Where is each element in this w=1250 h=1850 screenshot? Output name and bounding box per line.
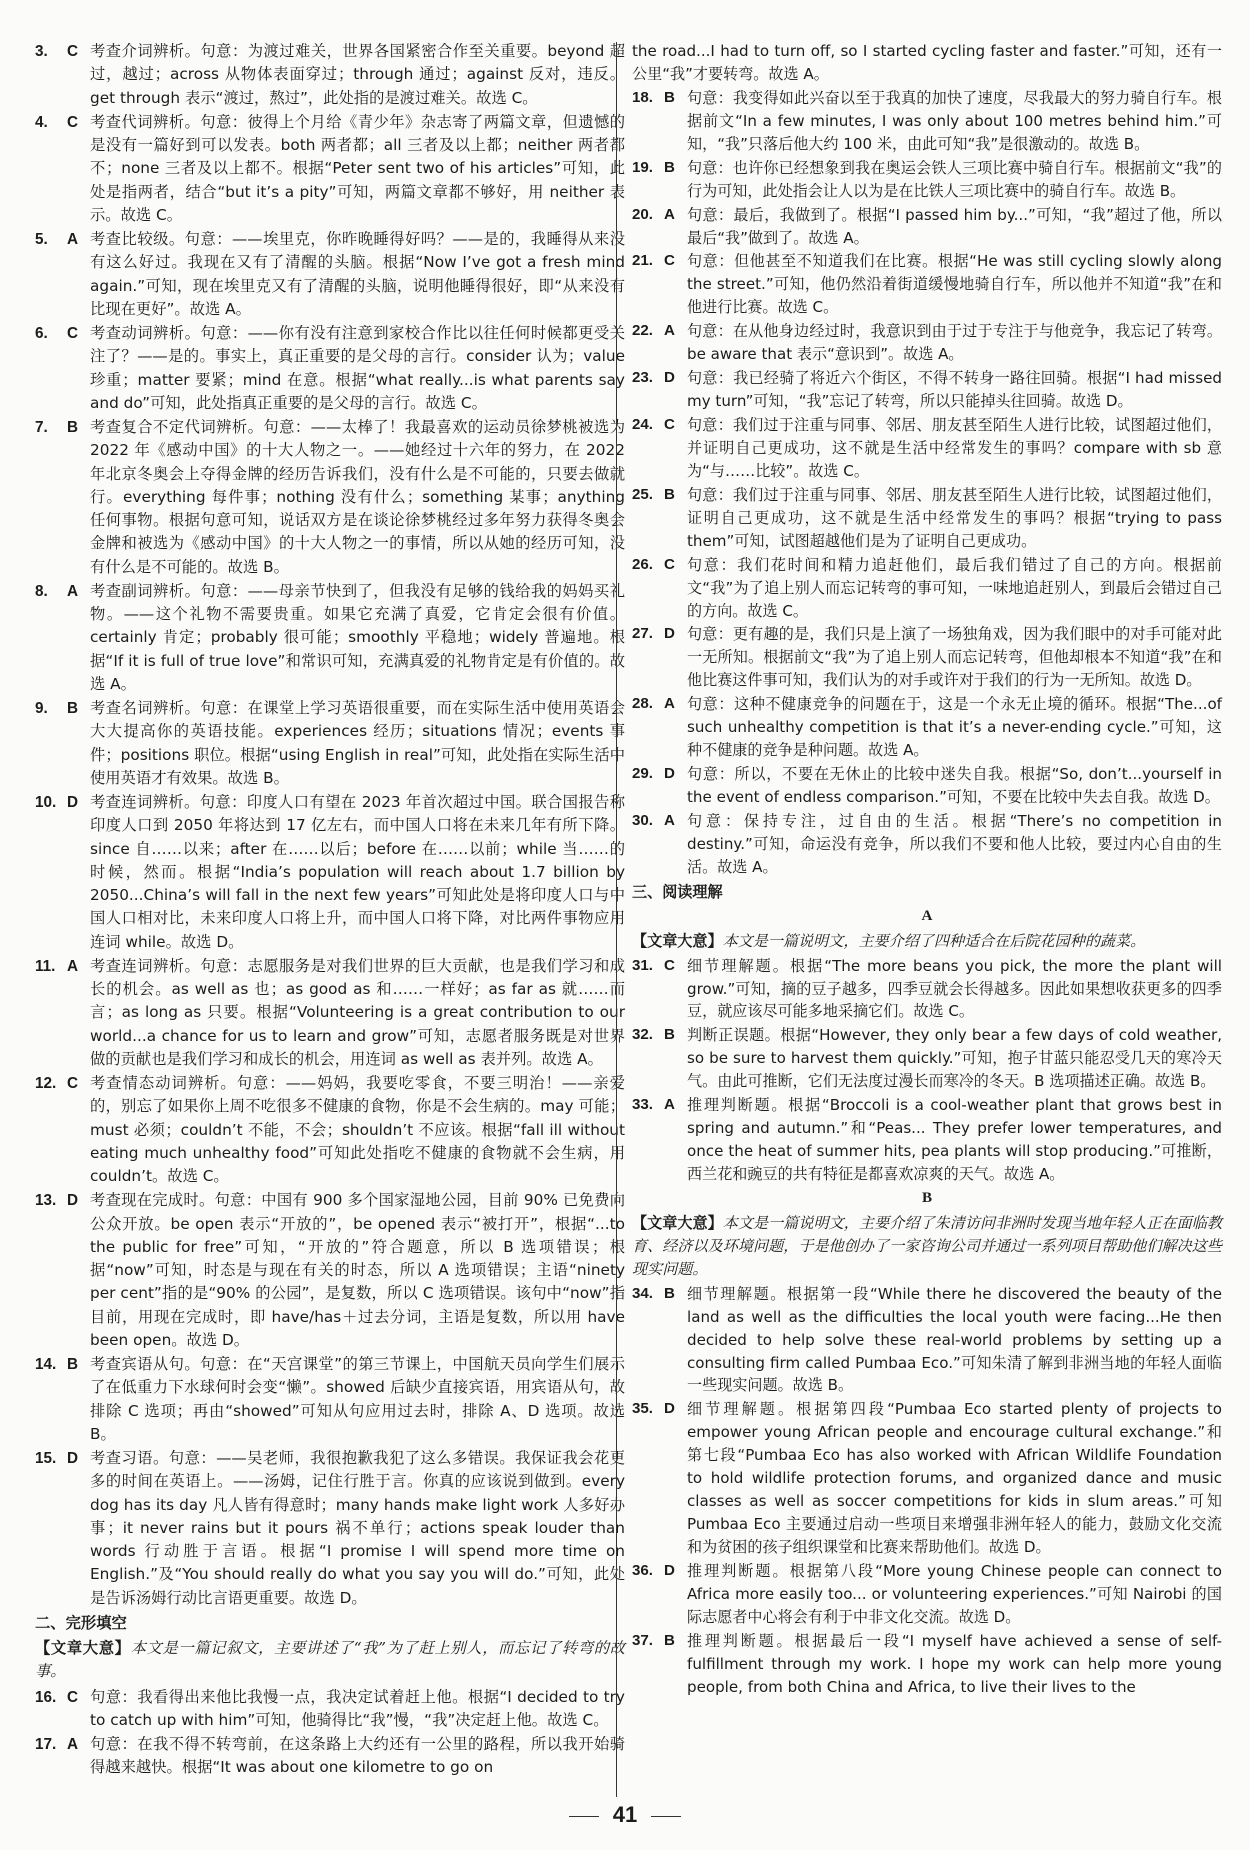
explanation-text: 细节理解题。根据第四段“Pumbaa Eco started plenty of projects to empower young African people and encourage cultural exchange.”和第七段“Pumbaa Eco has also worked with African Wildlife Foundation to hold wildlife protection forums, and organized dance and music classes as well as soccer competitions for kids in slum areas.”可知 Pumbaa Eco 主要通过启动一些项目来增强非洲年轻人的能力，鼓励文化交流和为贫困的孩子组织课堂和比赛来帮助他们。故选 D。 <box>687 1400 1222 1556</box>
explanation-text: 句意：这种不健康竞争的问题在于，这是一个永无止境的循环。根据“The...of such unhealthy competition is that it’s a never-ending cycle.”可知，这种不健康的竞争是种问题。故选 A。 <box>687 695 1222 760</box>
page-number <box>0 1802 1250 1828</box>
answer-item <box>35 416 625 579</box>
question-number-answer <box>35 1072 91 1095</box>
answer-item <box>632 1560 1222 1629</box>
summary-text: 本文是一篇说明文，主要介绍了朱清访问非洲时发现当地年轻人正在面临教育、经济以及环境问题，于是他创办了一家咨询公司并通过一系列项目帮助他们解决这些现实问题。 <box>632 1213 1222 1278</box>
explanation-text: 句意：我们过于注重与同事、邻居、朋友甚至陌生人进行比较，试图超过他们，证明自己更成功，这不就是生活中经常发生的事吗？根据“trying to pass them”可知，试图超越他们是为了证明自己更成功。 <box>687 485 1222 550</box>
answer-item <box>632 1398 1222 1559</box>
question-number: 13. <box>35 1192 57 1210</box>
explanation-text: 考查复合不定代词辨析。句意：——太棒了！我最喜欢的运动员徐梦桃被选为 2022 年《感动中国》的十大人物之一。——她经过十六年的努力，在 2022 年北京冬奥会上夺得金牌的经历告诉我们，没有什么是不可能的，只要去做就行。everything 每件事；nothing 没有什么；something 某事；anything 任何事物。根据句意可知，说话双方是在谈论徐梦桃经过多年努力获得冬奥会金牌和被选为《感动中国》的十大人物之一的事情，所以从她的经历可知，没有什么是不可能的。故选 B。 <box>90 418 625 576</box>
question-number: 26. <box>632 555 653 573</box>
answer-letter: C <box>67 43 79 60</box>
question-number: 7. <box>35 419 48 436</box>
answer-letter: D <box>67 1450 79 1467</box>
answer-letter: D <box>67 794 79 811</box>
answer-letter: D <box>664 1400 675 1418</box>
answer-item <box>632 693 1222 762</box>
question-number: 5. <box>35 231 48 248</box>
answer-item <box>35 955 625 1071</box>
question-number-answer <box>632 484 688 507</box>
answer-item <box>35 1686 625 1733</box>
explanation-text: 考查比较级。句意：——埃里克，你昨晚睡得好吗？——是的，我睡得从来没有这么好过。我现在又有了清醒的头脑。根据“Now I’ve got a fresh mind again.”可知，现在埃里克又有了清醒的头脑，说明他睡得很好，即“从来没有比现在更好”。故选 A。 <box>90 230 625 318</box>
question-number: 29. <box>632 765 653 783</box>
answer-item <box>632 623 1222 692</box>
explanation-text: 句意：但他甚至不知道我们在比赛。根据“He was still cycling slowly along the street.”可知，他仍然沿着街道缓慢地骑自行车，所以他并不知道“我”在和他进行比赛。故选 C。 <box>687 252 1222 317</box>
answer-letter: B <box>664 1026 675 1044</box>
cloze-answer-list-left <box>35 1686 625 1780</box>
question-number: 3. <box>35 43 48 60</box>
question-number: 24. <box>632 416 653 433</box>
answer-letter: B <box>664 1631 675 1649</box>
answer-item <box>35 580 625 696</box>
answer-item <box>632 955 1222 1024</box>
question-number: 36. <box>632 1561 653 1579</box>
answer-letter: A <box>664 811 675 829</box>
question-number: 18. <box>632 88 653 106</box>
answer-letter: A <box>664 205 675 223</box>
question-number-answer <box>35 1447 91 1470</box>
answer-letter: A <box>67 582 79 600</box>
explanation-text: 句意：更有趣的是，我们只是上演了一场独角戏，因为我们眼中的对手可能对此一无所知。根据前文“我”为了追上别人而忘记转弯，但他却根本不知道“我”在和他比赛这件事可知，我们认为的对手或许对于我们的行为一无所知。故选 D。 <box>687 625 1222 690</box>
answer-letter: A <box>67 957 79 975</box>
answer-item <box>632 1024 1222 1093</box>
answer-item <box>632 320 1222 366</box>
answer-item <box>632 554 1222 623</box>
answer-item <box>632 1283 1222 1398</box>
answer-letter: B <box>67 700 79 717</box>
passage-b-summary <box>632 1212 1222 1281</box>
question-number-answer <box>35 1353 91 1376</box>
explanation-text: 句意：最后，我做到了。根据“I passed him by...”可知，“我”超过了他，所以最后“我”做到了。故选 A。 <box>687 205 1222 247</box>
explanation-text: 句意：我们花时间和精力追赶他们，最后我们错过了自己的方向。根据前文“我”为了追上别人而忘记转弯的事可知，一味地追赶别人，到最后会错过自己的方向。故选 C。 <box>687 555 1222 620</box>
answer-letter: C <box>67 325 79 342</box>
question-number-answer <box>35 791 91 814</box>
answer-letter: B <box>664 1284 675 1302</box>
question-number-answer <box>35 697 91 720</box>
answer-letter: C <box>67 113 79 131</box>
answer-letter: C <box>67 1688 79 1706</box>
question-number-answer <box>35 322 91 345</box>
question-number: 21. <box>632 252 653 270</box>
question-number: 9. <box>35 700 48 717</box>
answer-letter: A <box>67 1736 79 1753</box>
question-number: 34. <box>632 1284 653 1302</box>
right-column <box>632 40 1222 1700</box>
question-number-answer <box>632 1560 688 1583</box>
grammar-answer-list <box>35 40 625 1610</box>
answer-item <box>632 1094 1222 1186</box>
answer-item <box>35 1447 625 1610</box>
explanation-text: 推理判断题。根据最后一段“I myself have achieved a sense of self-fulfillment through my work. I hope my work can help more young people, from both China and Africa, to live their lives to the <box>687 1631 1222 1696</box>
explanation-text: 判断正误题。根据“However, they only bear a few days of cold weather, so be sure to harvest them quickly.”可知，抱子甘蓝只能忍受几天的寒冷天气。由此可推断，它们无法度过漫长而寒冷的冬天。B 选项描述正确。故选 B。 <box>687 1026 1222 1091</box>
page-number-dash-left <box>569 1816 599 1817</box>
explanation-text: 句意：我们过于注重与同事、邻居、朋友甚至陌生人进行比较，试图超过他们，并证明自己更成功，这不就是生活中经常发生的事吗？compare with sb 意为“与……比较”。故选 C。 <box>687 416 1222 480</box>
question-number: 31. <box>632 956 653 974</box>
explanation-text: 考查情态动词辨析。句意：——妈妈，我要吃零食，不要三明治！——亲爱的，别忘了如果你上周不吃很多不健康的食物，你是不会生病的。may 可能；must 必须；couldn’t 不能，不会；shouldn’t 不应该。根据“fall ill without eating much unhealthy food”可知此处指吃不健康的食物就不会生病，用 couldn’t。故选 C。 <box>90 1074 625 1185</box>
answer-item <box>632 250 1222 319</box>
question-number-answer <box>632 1094 688 1117</box>
question-number: 27. <box>632 625 653 643</box>
section-three-title: 三、阅读理解 <box>632 882 723 901</box>
explanation-text: 考查名词辨析。句意：在课堂上学习英语很重要，而在实际生活中使用英语会大大提高你的英语技能。experiences 经历；situations 情况；events 事件；positions 职位。根据“using English in real”可知，此处指在实际生活中使用英语才有效果。故选 B。 <box>90 699 625 787</box>
question-number: 37. <box>632 1631 653 1649</box>
answer-letter: A <box>664 1096 675 1114</box>
question-number-answer <box>35 1686 91 1709</box>
question-number-answer <box>35 580 91 603</box>
answer-item <box>632 87 1222 156</box>
question-number: 14. <box>35 1356 57 1373</box>
summary-tag: 【文章大意】 <box>35 1639 131 1657</box>
section-two-summary <box>35 1637 625 1684</box>
answer-letter: A <box>664 322 675 340</box>
explanation-text: 推理判断题。根据第八段“More young Chinese people can connect to Africa more easily too... or volunteering experiences.”可知 Nairobi 的国际志愿者中心将会有利于中非文化交流。故选 D。 <box>687 1561 1222 1626</box>
question-number: 19. <box>632 158 653 176</box>
question-number: 10. <box>35 794 57 811</box>
question-number: 35. <box>632 1400 653 1418</box>
question-number-answer <box>632 414 688 437</box>
question-number: 33. <box>632 1096 653 1114</box>
question-number: 8. <box>35 582 48 600</box>
cloze-answer-list-right <box>632 87 1222 879</box>
question-number: 11. <box>35 957 56 975</box>
explanation-text: 考查代词辨析。句意：彼得上个月给《青少年》杂志寄了两篇文章，但遗憾的是没有一篇好到可以发表。both 两者都；all 三者及以上都；neither 两者都不；none 三者及以上都不。根据“Peter sent two of his articles”可知，此处是指两者，结合“but it’s a pity”可知，两篇文章都不够好，用 neither 表示。故选 C。 <box>90 112 625 224</box>
answer-item <box>632 484 1222 553</box>
question-number: 22. <box>632 322 653 340</box>
answer-letter: A <box>664 695 675 713</box>
answer-item <box>35 228 625 321</box>
question-number-answer <box>632 250 688 273</box>
question-number-answer <box>632 157 688 180</box>
question-number-answer <box>632 693 688 716</box>
question-number: 6. <box>35 325 48 342</box>
answer-letter: D <box>664 765 675 783</box>
answer-item <box>35 111 625 227</box>
answer-letter: B <box>67 419 79 436</box>
question-number: 17. <box>35 1736 57 1753</box>
question-number-answer <box>632 810 688 833</box>
answer-item <box>35 791 625 954</box>
question-number-answer <box>632 763 688 786</box>
question-number-answer <box>35 955 91 978</box>
explanation-text: 细节理解题。根据第一段“While there he discovered the beauty of the land as well as the difficulties the local youth were facing...He then decided to help solve these real-world problems by setting up a consulting firm called Pumbaa Eco.”可知朱清了解到非洲当地的年轻人面临一些现实问题。故选 B。 <box>687 1284 1222 1395</box>
answer-letter: B <box>664 88 675 106</box>
explanation-text: 考查连词辨析。句意：志愿服务是对我们世界的巨大贡献，也是我们学习和成长的机会。as well as 也；as good as 和……一样好；as far as 就……而言；as long as 只要。根据“Volunteering is a great contribution to our world...a chance for us to learn and grow”可知，志愿者服务既是对世界做的贡献也是我们学习和成长的机会，用连词 as well as 表并列。故选 A。 <box>90 956 625 1068</box>
explanation-text: 考查现在完成时。句意：中国有 900 多个国家湿地公园，目前 90% 已免费向公众开放。be open 表示“开放的”，be opened 表示“被打开”，根据“...to the public for free”可知，“开放的”符合题意，所以 B 选项错误；根据“now”可知，时态是与现在有关的时态，所以 A 选项错误；主语“ninety per cent”指的是“90% 的公园”，是复数，所以 C 选项错误。该句中“now”指目前，用现在完成时，即 have/has＋过去分词，主语是复数，所以用 have been open。故选 D。 <box>90 1191 625 1349</box>
answer-item <box>632 763 1222 809</box>
question-number: 16. <box>35 1688 57 1706</box>
answer-letter: B <box>664 485 675 503</box>
question-number: 12. <box>35 1075 57 1092</box>
answer-item <box>35 697 625 790</box>
question-number: 20. <box>632 205 653 223</box>
question-number-answer <box>632 320 688 343</box>
question-number-answer <box>632 1283 688 1306</box>
explanation-text: 句意：在从他身边经过时，我意识到由于过于专注于与他竞争，我忘记了转弯。be aware that 表示“意识到”。故选 A。 <box>687 322 1222 364</box>
summary-text: 本文是一篇记叙文，主要讲述了“我”为了赶上别人，而忘记了转弯的故事。 <box>35 1639 625 1681</box>
explanation-text: 推理判断题。根据“Broccoli is a cool-weather plant that grows best in spring and autumn.”和“Peas... They prefer lower temperatures, and once the heat of summer hits, pea plants will stop producing.”可推断，西兰花和豌豆的共有特征是都喜欢凉爽的天气。故选 A。 <box>687 1096 1222 1183</box>
answer-item <box>35 40 625 110</box>
question-number-answer <box>35 1733 91 1756</box>
answer-letter: D <box>664 625 675 643</box>
answer-letter: A <box>67 231 79 248</box>
answer-item <box>632 414 1222 483</box>
explanation-text: 细节理解题。根据“The more beans you pick, the more the plant will grow.”可知，摘的豆子越多，四季豆就会长得越多。因此如果想收获更多的四季豆，就应该尽可能多地采摘它们。故选 C。 <box>687 956 1222 1021</box>
answer-item <box>35 322 625 415</box>
question-number: 28. <box>632 695 653 713</box>
question-number: 30. <box>632 811 653 829</box>
answer-letter: C <box>664 555 675 573</box>
passage-a-label: A <box>921 907 933 924</box>
question-number-answer <box>632 367 688 390</box>
continued-text: the road...I had to turn off, so I started cycling faster and faster.”可知，还有一公里“我”才要转弯。故选 A。 <box>632 42 1222 83</box>
summary-text: 本文是一篇说明文，主要介绍了四种适合在后院花园种的蔬菜。 <box>722 931 1146 950</box>
explanation-text: 句意：保持专注，过自由的生活。根据“There’s no competition in destiny.”可知，命运没有竞争，所以我们不要和他人比较，要过内心自由的生活。故选 A。 <box>687 811 1222 876</box>
explanation-text: 考查介词辨析。句意：为渡过难关，世界各国紧密合作至关重要。beyond 超过，越过；across 从物体表面穿过；through 通过；against 反对，违反。get through 表示“渡过，熬过”，此处指的是渡过难关。故选 C。 <box>90 42 625 107</box>
column-divider <box>616 42 617 1797</box>
page-number-dash-right <box>651 1816 681 1817</box>
left-column <box>35 40 625 1781</box>
answer-item <box>632 810 1222 879</box>
question-number-answer <box>35 416 91 439</box>
answer-letter: B <box>664 158 675 176</box>
explanation-text: 句意：所以，不要在无休止的比较中迷失自我。根据“So, don’t...yourself in the event of endless comparison.”可知，不要在比较中失去自我。故选 D。 <box>687 765 1222 806</box>
question-number: 15. <box>35 1450 57 1467</box>
question-number-answer <box>35 40 91 63</box>
answer-letter: D <box>67 1192 79 1210</box>
question-number-answer <box>632 87 688 110</box>
question-number: 23. <box>632 369 653 387</box>
passage-a-summary <box>632 930 1222 953</box>
question-number-answer <box>35 228 91 251</box>
explanation-text: 考查习语。句意：——吴老师，我很抱歉我犯了这么多错误。我保证我会花更多的时间在英语上。——汤姆，记住行胜于言。你真的应该说到做到。every dog has its day 凡人皆有得意时；many hands make light work 人多好办事；it never rains but it pours 祸不单行；actions speak louder than words 行动胜于言语。根据“I promise I will spend more time on English.”及“You should really do what you say you will do.”可知，此处是告诉汤姆行动比言语更重要。故选 D。 <box>90 1449 625 1607</box>
answer-item <box>35 1733 625 1780</box>
answer-item <box>632 204 1222 250</box>
explanation-text: 考查连词辨析。句意：印度人口有望在 2023 年首次超过中国。联合国报告称印度人口到 2050 年将达到 17 亿左右，而中国人口将在未来几年有所下降。since 自……以来；after 在……以后；before 在……以前；while 当……的时候，然而。根据“India’s population will reach about 1.7 billion by 2050...China’s will fall in the next few years”可知此处是将印度人口与中国人口相对比，未来印度人口将上升，而中国人口将下降，对比两件事物应用连词 while。故选 D。 <box>90 793 625 951</box>
answer-letter: C <box>664 252 675 270</box>
question-number: 25. <box>632 485 653 503</box>
summary-tag: 【文章大意】 <box>632 931 723 950</box>
explanation-text: 句意：也许你已经想象到我在奥运会铁人三项比赛中骑自行车。根据前文“我”的行为可知，此处指会让人以为是在比铁人三项比赛中的骑自行车。故选 B。 <box>687 158 1222 200</box>
question-number: 32. <box>632 1026 653 1044</box>
answer-letter: D <box>664 369 675 387</box>
explanation-text: 句意：我变得如此兴奋以至于我真的加快了速度，尽我最大的努力骑自行车。根据前文“In a few minutes, I was only about 100 metres behind him.”可知，“我”只落后他大约 100 米，由此可知“我”是很激动的。故选 B。 <box>687 88 1222 153</box>
page-number-value: 41 <box>612 1802 638 1827</box>
passage-b-label: B <box>921 1189 933 1206</box>
answer-letter: C <box>67 1075 79 1092</box>
question-number-answer <box>632 955 688 978</box>
question-number: 4. <box>35 113 48 131</box>
passage-a-answer-list <box>632 955 1222 1186</box>
question-number-answer <box>35 1189 91 1212</box>
summary-tag: 【文章大意】 <box>632 1213 723 1232</box>
section-two-title: 二、完形填空 <box>35 1613 127 1632</box>
answer-letter: C <box>664 956 675 974</box>
answer-item <box>632 1630 1222 1699</box>
question-number-answer <box>632 204 688 227</box>
answer-letter: D <box>664 1561 675 1579</box>
question-number-answer <box>632 623 688 646</box>
answer-item <box>35 1189 625 1352</box>
question-number-answer <box>632 1630 688 1653</box>
explanation-text: 句意：我已经骑了将近六个街区，不得不转身一路往回骑。根据“I had missed my turn”可知，“我”忘记了转弯，所以只能掉头往回骑。故选 D。 <box>687 369 1222 411</box>
answer-letter: C <box>664 416 675 433</box>
question-number-answer <box>632 554 688 577</box>
answer-letter: B <box>67 1356 79 1373</box>
answer-item <box>632 367 1222 413</box>
answer-item <box>35 1072 625 1188</box>
explanation-text: 句意：我看得出来他比我慢一点，我决定试着赶上他。根据“I decided to try to catch up with him”可知，他骑得比“我”慢，“我”决定赶上他。故选 C。 <box>90 1687 625 1729</box>
question-number-answer <box>632 1024 688 1047</box>
explanation-text: 考查动词辨析。句意：——你有没有注意到家校合作比以往任何时候都更受关注了？——是的。事实上，真正重要的是父母的言行。consider 认为；value 珍重；matter 要紧；mind 在意。根据“what really...is what parents say and do”可知，此处指真正重要的是父母的言行。故选 C。 <box>90 324 625 412</box>
question-number-answer <box>35 111 91 134</box>
question-number-answer <box>632 1398 688 1421</box>
answer-item <box>632 157 1222 203</box>
explanation-text: 句意：在我不得不转弯前，在这条路上大约还有一公里的路程，所以我开始骑得越来越快。根据“It was about one kilometre to go on <box>90 1735 625 1777</box>
passage-b-answer-list <box>632 1283 1222 1699</box>
explanation-text: 考查副词辨析。句意：——母亲节快到了，但我没有足够的钱给我的妈妈买礼物。——这个礼物不需要贵重。如果它充满了真爱，它肯定会很有价值。certainly 肯定；probably 很可能；smoothly 平稳地；widely 普遍地。根据“If it is full of true love”和常识可知，充满真爱的礼物肯定是有价值的。故选 A。 <box>90 581 625 693</box>
explanation-text: 考查宾语从句。句意：在“天宫课堂”的第三节课上，中国航天员向学生们展示了在低重力下水球何时会变“懒”。showed 后缺少直接宾语，用宾语从句，故排除 C 选项；再由“showed”可知从句应用过去时，排除 A、D 选项。故选 B。 <box>90 1355 625 1443</box>
answer-item <box>35 1353 625 1446</box>
